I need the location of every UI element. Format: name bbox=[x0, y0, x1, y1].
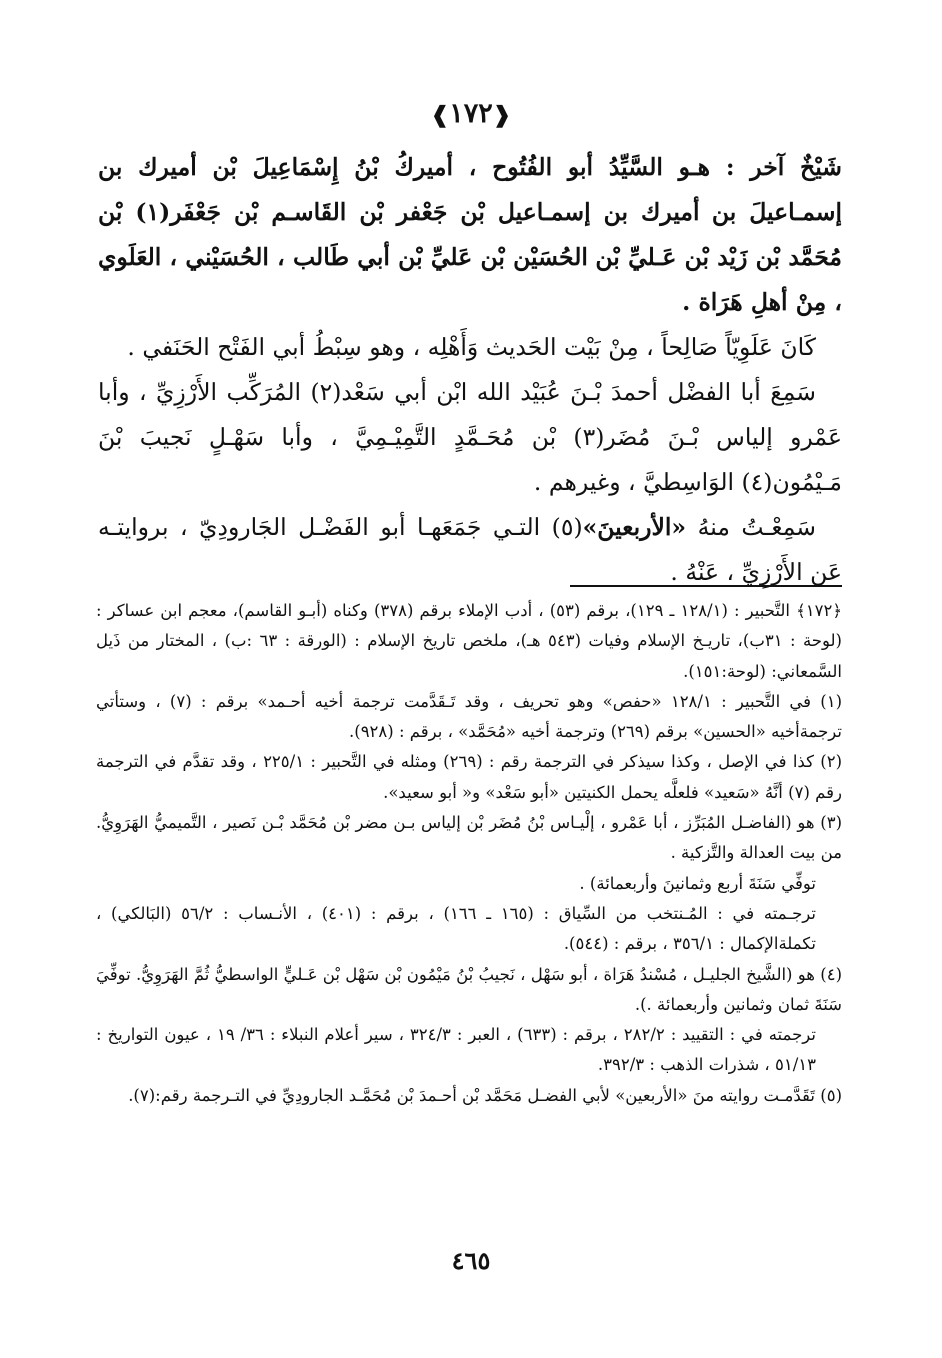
footnote-continuation: ترجمته في : التقييد : ٢٨٢/٢ ، برقم : (٦٣٣) ، العبر : ٣٢٤/٣ ، سير أعلام النبلاء : ٣٦/ ١٩ ، عيون التواريخ : ٥١/١٣ ، شذرات الذهب : ٣٩٢/٣. bbox=[96, 1025, 816, 1075]
footnote-continuation: توفِّي سَنَةَ أربع وثمانينَ وأربعمائة) . bbox=[579, 873, 816, 893]
main-text bbox=[98, 145, 842, 595]
narration-intro: سَمِعْـتُ منهُ bbox=[686, 513, 816, 541]
footnote: (١) في التَّحبير : ١٢٨/١ «حفص» وهو تحريف ، وقد تَـقَدَّمت ترجمة أخيه أحـمد» برقم : (٧) ، وستأتي ترجمةأخيه «الحسين» برقم (٢٦٩) وترجمة أخيه «مُحَمَّد» ، برقم : (٩٢٨). bbox=[96, 691, 843, 742]
ornament-left-icon: ❰ bbox=[430, 102, 450, 128]
ornament-right-icon: ❱ bbox=[492, 102, 512, 128]
footnote: ﴿١٧٢﴾ التَّحبير : (١٢٨/١ ـ ١٢٩)، برقم (٥٣) ، أدب الإملاء برقم (٣٧٨) وكناه (أبـو القاسم)، معجم ابن عساكر : (لوحة : ٣١ب)، تاريـخ الإسلام وفيات (٥٤٣ هـ)، ملخص تاريخ الإسلام : (الورقة : ٦٣ :ب) ، المختار من ذَيل السَّمعاني: (لوحة:١٥١). bbox=[96, 601, 843, 681]
entry-number: ١٧٢ bbox=[449, 98, 493, 129]
footnote-divider bbox=[570, 585, 842, 587]
page-number: ٤٦٥ bbox=[451, 1246, 491, 1275]
narration-rest: (٥) التـي جَمَعَهـا أبو الفَضْـل الجَارودِيّ ، بروايتـه عَن الأَرْزِيِّ ، عَنْهُ . bbox=[98, 513, 842, 586]
footnote: (٣) هو (الفاضـل المُبَرِّز ، أبا عَمْرو ، إلْيـاس بْنُ مُضَر بْن إلياس بـن مضر بْن مُحَمَّد بْـن نَصير ، التَّميميُّ الهَرَوِيُّ. من بيت العدالة والتَّزكية . bbox=[96, 813, 842, 863]
paragraph-teachers: سَمِعَ أبا الفضْل أحمدَ بْـنَ عُبَيْد الله ابْن أبي سَعْد(٢) المُرَكِّب الأَرْزِيِّ ، وأبا عَمْرو إلياس بْـنَ مُضَر(٣) بْن مُحَـمَّدٍ التَّمِيْـمِيَّ ، وأبا سَهْـلٍ نَجيبَ بْنَ مَـيْمُون(٤) الوَاسِطيَّ ، وغيرهم . bbox=[98, 378, 843, 496]
bio-line: الحُسَيْن بْن عَليِّ بْن أبي طَالب ، الحُسَيْني ، العَلَوي ، مِنْ أهلِ هَرَاة . bbox=[98, 243, 842, 316]
bio-line: أميرك بن إسمـاعيل بْن جَعْفر بْن القَاسـم بْن جَعْفَر(١) بْن مُحَمَّد بْن زَيْد بْن عَـليِّ بْن bbox=[98, 198, 842, 271]
footnote: (٥) تَقَدَّمـت روايته منَ «الأربعين» لأبي الفضـل مَحَمَّد بْن أحـمدَ بْن مُحَمَّـد الجارودِيِّ في التـرجمة رقم:(٧). bbox=[128, 1085, 842, 1105]
paragraph-description: كَانَ عَلَوِيّاً صَالِحاً ، مِنْ بَيْت الحَديث وَأَهْلِه ، وهو سِبْطُ أبي الفَتْح الحَنَفي . bbox=[127, 333, 816, 361]
entry-heading bbox=[0, 98, 942, 129]
footnotes bbox=[96, 596, 842, 1111]
footnote: (٢) كذا في الإصل ، وكذا سيذكر في الترجمة رقم : (٢٦٩) ومثله في التَّحبير : ٢٢٥/١ ، وقد تقدَّم في الترجمة رقم (٧) أنَّهُ «سَعيد» فلعلَّه يحمل الكنيتين «أبو سَعْد» و« أبو سعيد». bbox=[96, 752, 842, 802]
footnote: (٤) هو (الشَّيخ الجليـل ، مُسْندُ هَرَاة ، أبو سَهْل ، نَجيبُ بْنُ مَيْمُون بْن سَهْل بْن عَـليٍّ الواسطيُّ ثُمَّ الهَرَوِيُّ. توفِّيَ سَنَةَ ثمان وثمانين وأربعمائة .). bbox=[96, 964, 842, 1014]
biography-heading bbox=[98, 145, 842, 325]
footnote-continuation: ترجـمته في : المُـنتخب من السِّياق : (١٦٥ ـ ١٦٦) ، برقم : (٤٠١) ، الأنـساب : ٥٦/٢ (البَالكي) ، تكملةالإكمال : ٣٥٦/١ ، برقم : (٥٤٤). bbox=[96, 903, 816, 954]
book-title: «الأربعينَ» bbox=[582, 513, 687, 541]
bio-line: شَيْخٌ آخر : هـو السَّيِّدُ أبو الفُتُوح ، أميركُ بْنُ إِسْمَاعِيلَ بْن أميرك بن إسمـاعيلَ بن bbox=[98, 153, 842, 226]
paragraph-narration bbox=[98, 505, 842, 595]
